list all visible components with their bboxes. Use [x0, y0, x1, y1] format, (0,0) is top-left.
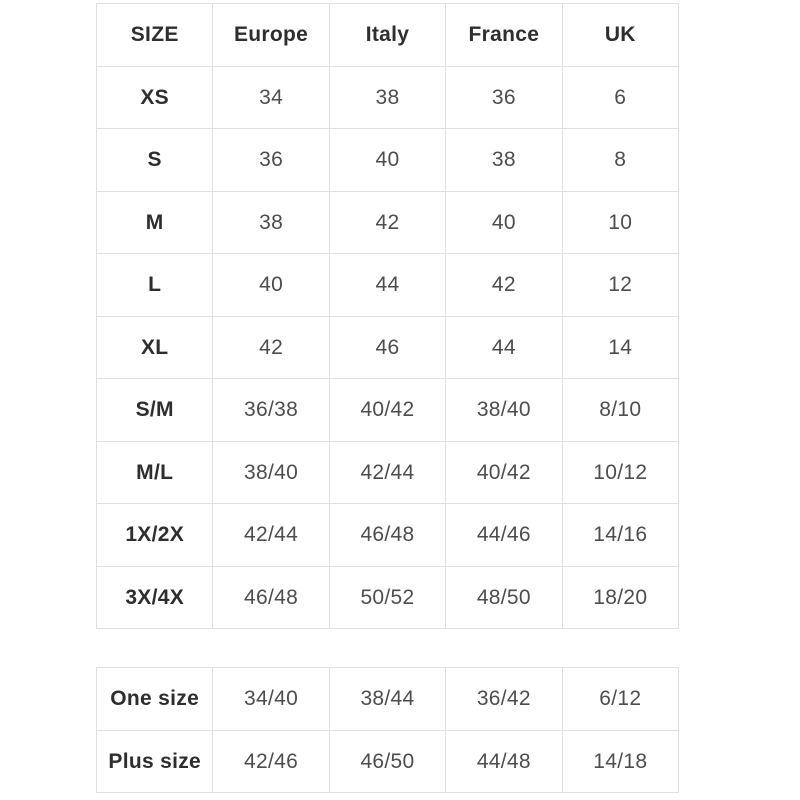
value-cell: 46 — [329, 316, 445, 379]
value-cell: 42 — [329, 191, 445, 254]
value-cell: 36 — [213, 129, 329, 192]
size-label-cell: Plus size — [97, 730, 213, 793]
value-cell: 40/42 — [446, 441, 562, 504]
size-label-cell: XS — [97, 66, 213, 129]
value-cell: 8/10 — [562, 379, 678, 442]
value-cell: 10 — [562, 191, 678, 254]
value-cell: 46/48 — [329, 504, 445, 567]
table-row — [97, 254, 679, 317]
value-cell: 44/46 — [446, 504, 562, 567]
region-column-header: Europe — [213, 4, 329, 67]
size-label-cell: 3X/4X — [97, 566, 213, 629]
value-cell: 42/44 — [213, 504, 329, 567]
value-cell: 10/12 — [562, 441, 678, 504]
value-cell: 40/42 — [329, 379, 445, 442]
value-cell: 44 — [446, 316, 562, 379]
value-cell: 6/12 — [562, 668, 678, 731]
size-conversion-table — [96, 3, 679, 629]
value-cell: 38/40 — [213, 441, 329, 504]
value-cell: 14/16 — [562, 504, 678, 567]
value-cell: 40 — [329, 129, 445, 192]
table-row — [97, 730, 679, 793]
value-cell: 34/40 — [213, 668, 329, 731]
value-cell: 46/48 — [213, 566, 329, 629]
value-cell: 48/50 — [446, 566, 562, 629]
table-row — [97, 129, 679, 192]
special-sizes-body — [97, 668, 679, 793]
size-table-header — [97, 4, 679, 67]
value-cell: 42/46 — [213, 730, 329, 793]
table-row — [97, 191, 679, 254]
size-label-cell: S/M — [97, 379, 213, 442]
table-row — [97, 441, 679, 504]
special-sizes-table — [96, 667, 679, 793]
size-table-body — [97, 66, 679, 629]
header-row — [97, 4, 679, 67]
region-column-header: UK — [562, 4, 678, 67]
size-label-cell: M/L — [97, 441, 213, 504]
table-row — [97, 66, 679, 129]
value-cell: 14 — [562, 316, 678, 379]
size-label-cell: 1X/2X — [97, 504, 213, 567]
value-cell: 36/42 — [446, 668, 562, 731]
value-cell: 38 — [213, 191, 329, 254]
value-cell: 38/40 — [446, 379, 562, 442]
value-cell: 38/44 — [329, 668, 445, 731]
value-cell: 44 — [329, 254, 445, 317]
table-row — [97, 566, 679, 629]
value-cell: 18/20 — [562, 566, 678, 629]
value-cell: 42 — [213, 316, 329, 379]
size-label-cell: XL — [97, 316, 213, 379]
table-row — [97, 668, 679, 731]
value-cell: 14/18 — [562, 730, 678, 793]
value-cell: 36/38 — [213, 379, 329, 442]
region-column-header: France — [446, 4, 562, 67]
size-label-cell: One size — [97, 668, 213, 731]
table-row — [97, 316, 679, 379]
value-cell: 36 — [446, 66, 562, 129]
value-cell: 12 — [562, 254, 678, 317]
size-label-cell: S — [97, 129, 213, 192]
value-cell: 42/44 — [329, 441, 445, 504]
value-cell: 8 — [562, 129, 678, 192]
region-column-header: Italy — [329, 4, 445, 67]
size-label-cell: L — [97, 254, 213, 317]
value-cell: 40 — [446, 191, 562, 254]
value-cell: 38 — [329, 66, 445, 129]
value-cell: 44/48 — [446, 730, 562, 793]
value-cell: 38 — [446, 129, 562, 192]
value-cell: 46/50 — [329, 730, 445, 793]
value-cell: 40 — [213, 254, 329, 317]
value-cell: 6 — [562, 66, 678, 129]
value-cell: 34 — [213, 66, 329, 129]
size-column-header: SIZE — [97, 4, 213, 67]
value-cell: 50/52 — [329, 566, 445, 629]
value-cell: 42 — [446, 254, 562, 317]
size-label-cell: M — [97, 191, 213, 254]
table-row — [97, 504, 679, 567]
table-row — [97, 379, 679, 442]
